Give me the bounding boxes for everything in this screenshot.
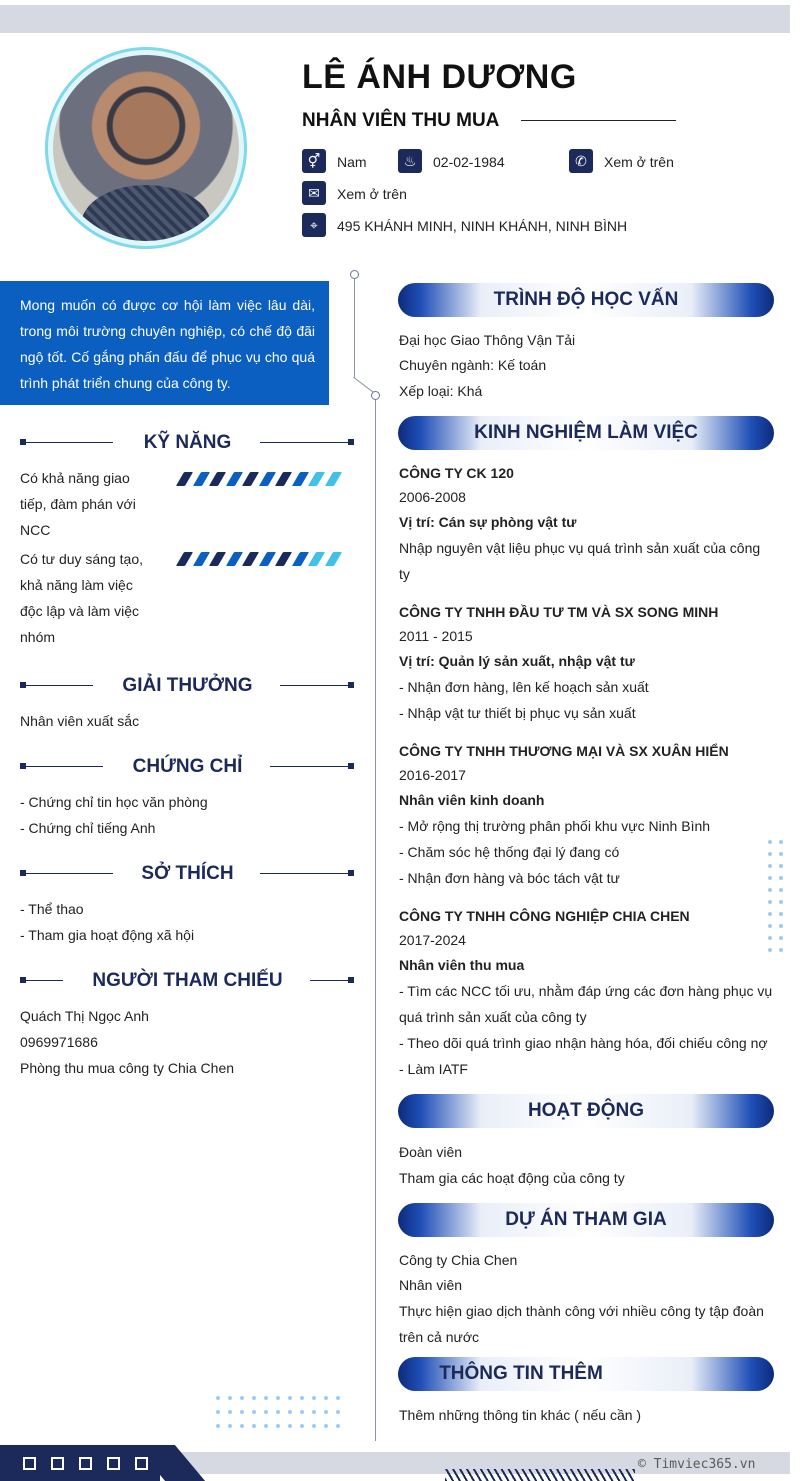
- skill-text: Có khả năng giao tiếp, đàm phán với NCC: [20, 470, 136, 538]
- footer-square: [23, 1457, 36, 1470]
- award-item: Nhân viên xuất sắc: [20, 713, 140, 729]
- job-detail: - Tìm các NCC tối ưu, nhằm đáp ứng các đơn hàng phục vụ: [399, 983, 773, 999]
- skill-stripe: [225, 552, 242, 566]
- footer-square: [79, 1457, 92, 1470]
- section-title: DỰ ÁN THAM GIA: [505, 1209, 667, 1230]
- section-title: KỸ NĂNG: [143, 432, 232, 453]
- skill-stripe: [242, 472, 259, 486]
- job-company: CÔNG TY CK 120: [399, 465, 514, 481]
- project-role: Nhân viên: [399, 1277, 463, 1293]
- job-position: Nhân viên kinh doanh: [399, 792, 545, 808]
- skill-stripe: [308, 552, 325, 566]
- section-experience: [398, 416, 774, 450]
- reference-phone: 0969971686: [20, 1034, 98, 1050]
- skill-stripe: [308, 472, 325, 486]
- objective-text: Mong muốn có được cơ hội làm việc lâu dài, trong môi trường chuyên nghiệp, có chế độ đãi ngộ tốt. Cố gắng phấn đấu để phục vụ cho quá trình phát triển chung của công ty.: [20, 297, 315, 391]
- reference-name: Quách Thị Ngọc Anh: [20, 1008, 149, 1024]
- skill-stripe: [176, 552, 193, 566]
- reference-workplace: Phòng thu mua công ty Chia Chen: [20, 1060, 235, 1076]
- skill-stripe: [275, 552, 292, 566]
- role-divider: [521, 120, 676, 121]
- job-detail: - Mở rộng thị trường phân phối khu vực Ninh Bình: [399, 818, 711, 834]
- decor-dots-right: [768, 840, 792, 960]
- skill-stripe: [225, 472, 242, 486]
- job-detail: - Theo dõi quá trình giao nhận hàng hóa, đối chiếu công nợ: [399, 1035, 768, 1051]
- skill-level-bar: [176, 472, 346, 486]
- timeline-line: [354, 278, 355, 378]
- gender-icon: ⚥: [302, 149, 326, 173]
- job-position: Vị trí: Cán sự phòng vật tư: [399, 514, 577, 530]
- skill-stripe: [291, 552, 308, 566]
- top-band: [0, 5, 790, 33]
- decor-dots-bottom: [216, 1396, 340, 1436]
- education-major: Chuyên ngành: Kế toán: [399, 357, 547, 373]
- birthday-cake-icon: ♨: [398, 149, 422, 173]
- job-period: 2011 - 2015: [399, 628, 473, 644]
- extra-item: Thêm những thông tin khác ( nếu cần ): [399, 1407, 642, 1423]
- skill-stripe: [192, 552, 209, 566]
- address-value: 495 KHÁNH MINH, NINH KHÁNH, NINH BÌNH: [337, 218, 628, 234]
- skill-stripe: [242, 552, 259, 566]
- gender-value: Nam: [337, 154, 367, 170]
- job-period: 2016-2017: [399, 767, 466, 783]
- phone-icon: ✆: [569, 149, 593, 173]
- job-detail: ty: [399, 566, 410, 582]
- career-objective: [0, 281, 329, 405]
- job-period: 2006-2008: [399, 489, 466, 505]
- activity-item: Đoàn viên: [399, 1144, 463, 1160]
- phone-value: Xem ở trên: [604, 154, 674, 170]
- job-detail: - Làm IATF: [399, 1061, 468, 1077]
- section-title: KINH NGHIỆM LÀM VIỆC: [474, 422, 698, 443]
- section-certificates: [20, 754, 355, 780]
- timeline-line-main: [375, 396, 376, 1441]
- footer-square: [135, 1457, 148, 1470]
- job-position: Nhân viên thu mua: [399, 957, 525, 973]
- job-company: CÔNG TY TNHH CÔNG NGHIỆP CHIA CHEN: [399, 908, 690, 924]
- skill-stripe: [258, 472, 275, 486]
- job-detail: - Nhận đơn hàng và bóc tách vật tư: [399, 870, 620, 886]
- education-grade: Xếp loại: Khá: [399, 383, 483, 399]
- timeline-dot: [371, 391, 380, 400]
- location-pin-icon: ⌖: [302, 213, 326, 237]
- timeline-connector: [353, 377, 374, 393]
- certificate-item: - Chứng chỉ tiếng Anh: [20, 820, 156, 836]
- project-detail: trên cả nước: [399, 1329, 480, 1345]
- skill-stripe: [209, 472, 226, 486]
- avatar: [53, 55, 239, 241]
- email-icon: ✉: [302, 181, 326, 205]
- skill-stripe: [324, 552, 341, 566]
- hobby-item: - Tham gia hoạt động xã hội: [20, 927, 195, 943]
- job-company: CÔNG TY TNHH THƯƠNG MẠI VÀ SX XUÂN HIỂN: [399, 743, 729, 759]
- hobby-item: - Thể thao: [20, 901, 84, 917]
- section-extra-info: [398, 1357, 774, 1391]
- section-awards: [20, 673, 355, 699]
- project-company: Công ty Chia Chen: [399, 1252, 518, 1268]
- project-detail: Thực hiện giao dịch thành công với nhiều công ty tập đoàn: [399, 1303, 764, 1319]
- skill-level-bar: [176, 552, 346, 566]
- job-detail: - Nhập vật tư thiết bị phục vụ sản xuất: [399, 705, 636, 721]
- skill-stripe: [258, 552, 275, 566]
- skill-stripe: [176, 472, 193, 486]
- section-title: CHỨNG CHỈ: [132, 756, 243, 777]
- footer-square: [51, 1457, 64, 1470]
- job-position: Vị trí: Quản lý sản xuất, nhập vật tư: [399, 653, 635, 669]
- section-education: [398, 283, 774, 317]
- skill-stripe: [291, 472, 308, 486]
- section-title: SỞ THÍCH: [141, 863, 234, 884]
- skill-stripe: [324, 472, 341, 486]
- job-detail: - Chăm sóc hệ thống đại lý đang có: [399, 844, 620, 860]
- skill-stripe: [192, 472, 209, 486]
- watermark: © Timviec365.vn: [638, 1457, 756, 1472]
- skill-stripe: [275, 472, 292, 486]
- skill-stripe: [209, 552, 226, 566]
- job-detail: - Nhận đơn hàng, lên kế hoạch sản xuất: [399, 679, 649, 695]
- certificate-item: - Chứng chỉ tin học văn phòng: [20, 794, 208, 810]
- section-title: GIẢI THƯỞNG: [122, 675, 253, 696]
- section-title: TRÌNH ĐỘ HỌC VẤN: [493, 289, 679, 310]
- footer-square: [107, 1457, 120, 1470]
- job-period: 2017-2024: [399, 932, 466, 948]
- candidate-name: LÊ ÁNH DƯƠNG: [302, 58, 577, 96]
- footer-stripes: [445, 1469, 635, 1481]
- section-title: HOẠT ĐỘNG: [527, 1100, 645, 1121]
- job-company: CÔNG TY TNHH ĐẦU TƯ TM VÀ SX SONG MINH: [399, 604, 719, 620]
- section-hobbies: [20, 861, 355, 887]
- section-activities: [398, 1094, 774, 1128]
- section-skills: [20, 430, 355, 456]
- section-title: NGƯỜI THAM CHIẾU: [92, 970, 283, 991]
- job-detail: Nhập nguyên vật liệu phục vụ quá trình sản xuất của công: [399, 540, 761, 556]
- skill-text: Có tư duy sáng tạo, khả năng làm việc độc lập và làm việc nhóm: [20, 551, 143, 645]
- section-references: [20, 968, 355, 994]
- job-detail: quá trình sản xuất của công ty: [399, 1009, 587, 1025]
- email-value: Xem ở trên: [337, 186, 407, 202]
- timeline-dot: [350, 270, 359, 279]
- birthday-value: 02-02-1984: [433, 154, 505, 170]
- section-projects: [398, 1203, 774, 1237]
- section-title: THÔNG TIN THÊM: [439, 1363, 603, 1384]
- activity-item: Tham gia các hoạt động của công ty: [399, 1170, 625, 1186]
- candidate-role: NHÂN VIÊN THU MUA: [302, 110, 500, 131]
- education-school: Đại học Giao Thông Vận Tải: [399, 332, 576, 348]
